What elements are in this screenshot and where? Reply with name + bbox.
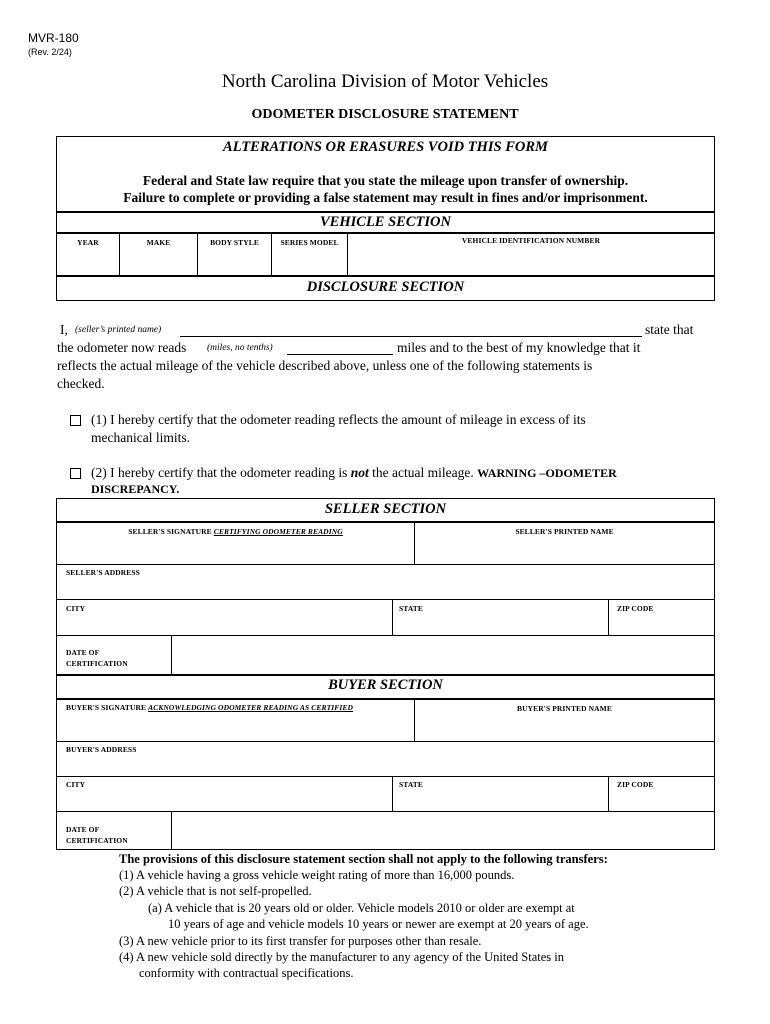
seller-address-label: SELLER'S ADDRESS [66, 568, 140, 577]
buyer-date-label-cell [56, 811, 172, 850]
state-that-text: state that [645, 322, 694, 337]
provision-item-4-line2: conformity with contractual specifications. [139, 966, 354, 980]
seller-state-field[interactable] [392, 599, 609, 636]
provision-item-3: (3) A new vehicle prior to its first transfer for purposes other than resale. [119, 934, 482, 948]
buyer-address-field[interactable] [56, 741, 715, 777]
alterations-warning: ALTERATIONS OR ERASURES VOID THIS FORM [223, 139, 548, 155]
seller-printed-name-field[interactable] [414, 522, 715, 565]
option2-text-a: (2) I hereby certify that the odometer reading is [91, 465, 348, 480]
buyer-signature-field[interactable] [56, 699, 415, 742]
option2-checkbox[interactable] [70, 468, 81, 479]
vin-field[interactable] [347, 233, 715, 276]
vin-label: VEHICLE IDENTIFICATION NUMBER [461, 236, 601, 245]
document-title: ODOMETER DISCLOSURE STATEMENT [251, 107, 519, 122]
law-notice-line1: Federal and State law require that you state the mileage upon transfer of ownership. [142, 173, 629, 188]
make-label: MAKE [146, 238, 171, 247]
seller-zip-field[interactable] [608, 599, 715, 636]
miles-hint: (miles, no tenths) [207, 343, 273, 353]
buyer-signature-label [66, 703, 353, 712]
seller-state-label: STATE [399, 604, 423, 613]
odometer-miles-line[interactable] [287, 354, 393, 355]
seller-date-label [66, 647, 128, 669]
buyer-address-label: BUYER'S ADDRESS [66, 745, 137, 754]
seller-date-label-cell [56, 635, 172, 675]
vehicle-section-title: VEHICLE SECTION [320, 214, 451, 230]
seller-signature-field[interactable] [56, 522, 415, 565]
buyer-city-field[interactable] [56, 776, 393, 812]
buyer-state-field[interactable] [392, 776, 609, 812]
provision-item-2a-line1: (a) A vehicle that is 20 years old or older. Vehicle models 2010 or older are exempt at [148, 901, 575, 915]
buyer-state-label: STATE [399, 780, 423, 789]
buyer-printed-name-label: BUYER'S PRINTED NAME [517, 704, 612, 713]
buyer-zip-field[interactable] [608, 776, 715, 812]
buyer-printed-name-field[interactable] [414, 699, 715, 742]
buyer-zip-label: ZIP CODE [617, 780, 654, 789]
buyer-city-label: CITY [66, 780, 86, 789]
option1-checkbox[interactable] [70, 415, 81, 426]
seller-section-title: SELLER SECTION [324, 501, 447, 517]
option1-line1: (1) I hereby certify that the odometer reading reflects the amount of mileage in excess of its [91, 412, 586, 427]
buyer-date-label-l1: DATE OF [66, 825, 100, 834]
seller-city-field[interactable] [56, 599, 393, 636]
seller-signature-label [57, 527, 414, 536]
buyer-date-field[interactable] [171, 811, 715, 850]
seller-city-label: CITY [66, 604, 86, 613]
provisions-heading: The provisions of this disclosure statement section shall not apply to the following transfers: [119, 852, 608, 866]
seller-zip-label: ZIP CODE [617, 604, 654, 613]
seller-name-line[interactable] [180, 336, 642, 337]
make-field[interactable] [119, 233, 198, 276]
option1-line2: mechanical limits. [91, 430, 190, 445]
seller-signature-emphasis: CERTIFYING ODOMETER READING [213, 527, 343, 536]
disclosure-line4: checked. [57, 376, 105, 391]
body-style-label: BODY STYLE [210, 238, 259, 247]
buyer-section-title: BUYER SECTION [328, 677, 443, 693]
option2-not: not [350, 465, 369, 480]
year-label: YEAR [77, 238, 99, 247]
seller-date-label-l1: DATE OF [66, 648, 100, 657]
form-revision: (Rev. 2/24) [28, 47, 72, 57]
series-model-label: SERIES MODEL [280, 238, 339, 247]
seller-name-hint: (seller’s printed name) [75, 325, 162, 335]
option2-text-b: the actual mileage. [372, 465, 474, 480]
seller-printed-name-label: SELLER'S PRINTED NAME [515, 527, 614, 536]
law-notice-line2: Failure to complete or providing a false statement may result in fines and/or imprisonment. [123, 190, 648, 205]
seller-date-label-l2: CERTIFICATION [66, 659, 128, 668]
disclosure-line3: reflects the actual mileage of the vehicle described above, unless one of the following statements is [57, 358, 593, 373]
option2-line2: DISCREPANCY. [91, 482, 180, 496]
option2-warning: WARNING –ODOMETER [477, 466, 617, 480]
buyer-signature-text: BUYER'S SIGNATURE [66, 703, 147, 712]
provision-item-1: (1) A vehicle having a gross vehicle weight rating of more than 16,000 pounds. [119, 868, 515, 882]
body-style-field[interactable] [197, 233, 272, 276]
seller-address-field[interactable] [56, 564, 715, 600]
agency-title: North Carolina Division of Motor Vehicles [221, 71, 549, 92]
miles-text: miles and to the best of my knowledge that it [397, 340, 641, 355]
option2-line1 [91, 465, 617, 481]
odometer-now-reads-text: the odometer now reads [57, 340, 187, 355]
provision-item-4-line1: (4) A new vehicle sold directly by the manufacturer to any agency of the United States in [119, 950, 565, 964]
disclosure-section-title: DISCLOSURE SECTION [306, 279, 465, 295]
year-field[interactable] [56, 233, 120, 276]
buyer-date-label-l2: CERTIFICATION [66, 836, 128, 845]
disclosure-i: I, [60, 322, 68, 337]
provision-item-2a-line2: 10 years of age and vehicle models 10 years or newer are exempt at 20 years of age. [168, 917, 589, 931]
buyer-date-label [66, 824, 128, 846]
form-number: MVR-180 [28, 31, 79, 45]
provision-item-2: (2) A vehicle that is not self-propelled. [119, 884, 312, 898]
seller-date-field[interactable] [171, 635, 715, 675]
buyer-signature-emphasis: ACKNOWLEDGING ODOMETER READING AS CERTIFIED [148, 703, 354, 712]
seller-signature-text: SELLER'S SIGNATURE [128, 527, 212, 536]
series-model-field[interactable] [271, 233, 348, 276]
